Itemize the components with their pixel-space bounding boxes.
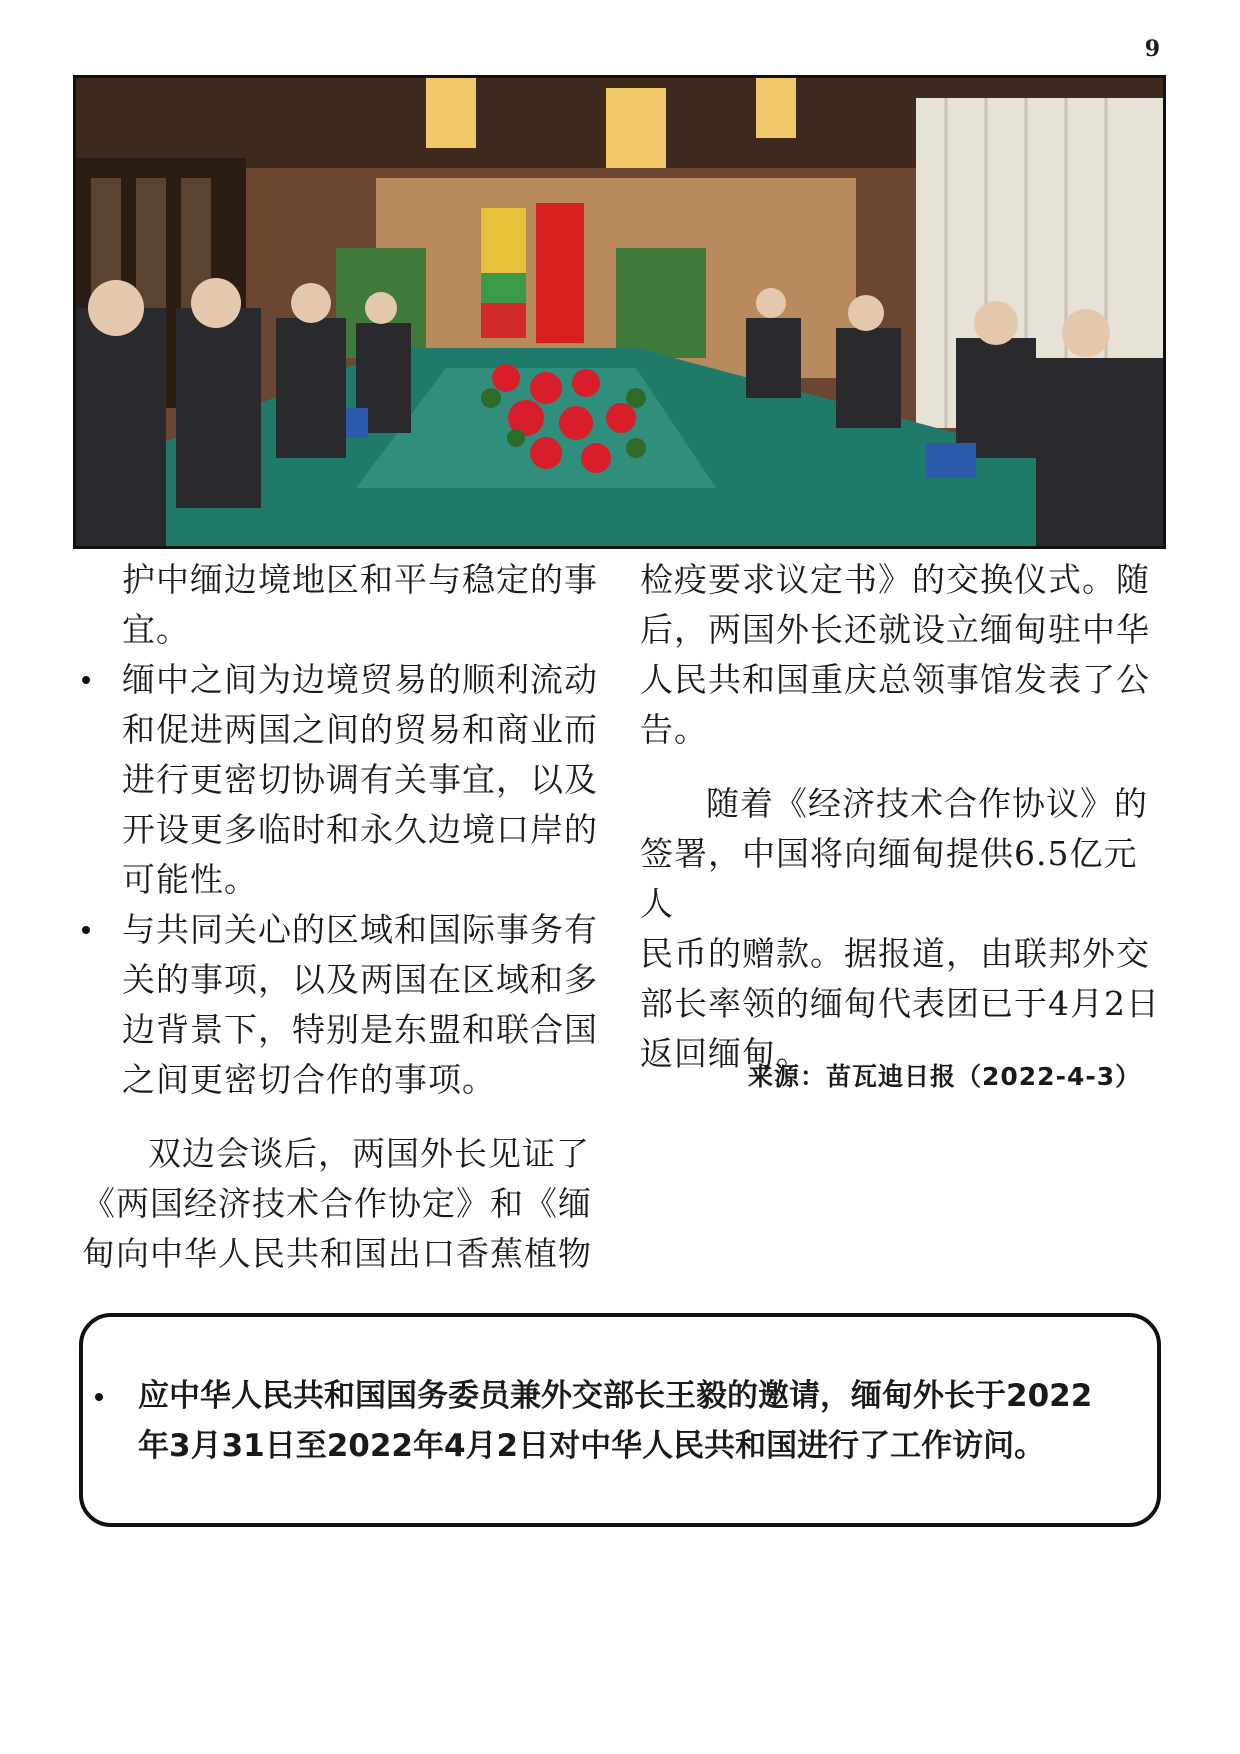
- left-column: [82, 555, 602, 1279]
- page-number: 9: [1144, 36, 1160, 62]
- bullet-item: 缅中之间为边境贸易的顺利流动 和促进两国之间的贸易和商业而 进行更密切协调有关事宜，以及 开设更多临时和永久边境口岸的 可能性。: [82, 655, 602, 905]
- paragraph-exchange: 检疫要求议定书》的交换仪式。随 后，两国外长还就设立缅甸驻中华 人民共和国重庆总领事馆发表了公 告。: [640, 560, 1150, 749]
- meeting-photo-illustration: [76, 78, 1163, 546]
- continued-text: 护中缅边境地区和平与稳定的事 宜。: [122, 560, 598, 649]
- closing-paragraph: 双边会谈后，两国外长见证了 《两国经济技术合作协定》和《缅 甸向中华人民共和国出口香蕉植物: [82, 1134, 592, 1273]
- bullet-icon: [95, 1393, 103, 1401]
- bullet-item: 与共同关心的区域和国际事务有 关的事项，以及两国在区域和多 边背景下，特别是东盟和联合国 之间更密切合作的事项。: [82, 905, 602, 1105]
- notice-box: [79, 1313, 1161, 1527]
- bullet-icon: [82, 676, 90, 684]
- meeting-photo: [73, 75, 1166, 549]
- source-citation: 来源：苗瓦迪日报（2022-4-3）: [748, 1062, 1142, 1091]
- right-column: [640, 555, 1160, 1079]
- notice-item: 应中华人民共和国国务委员兼外交部长王毅的邀请，缅甸外长于2022 年3月31日至2022年4月2日对中华人民共和国进行了工作访问。: [138, 1371, 1138, 1471]
- paragraph-grant: 随着《经济技术合作协议》的 签署，中国将向缅甸提供6.5亿元人 民币的赠款。据报道，由联邦外交 部长率领的缅甸代表团已于4月2日 返回缅甸。: [640, 784, 1160, 1073]
- bullet-icon: [82, 926, 90, 934]
